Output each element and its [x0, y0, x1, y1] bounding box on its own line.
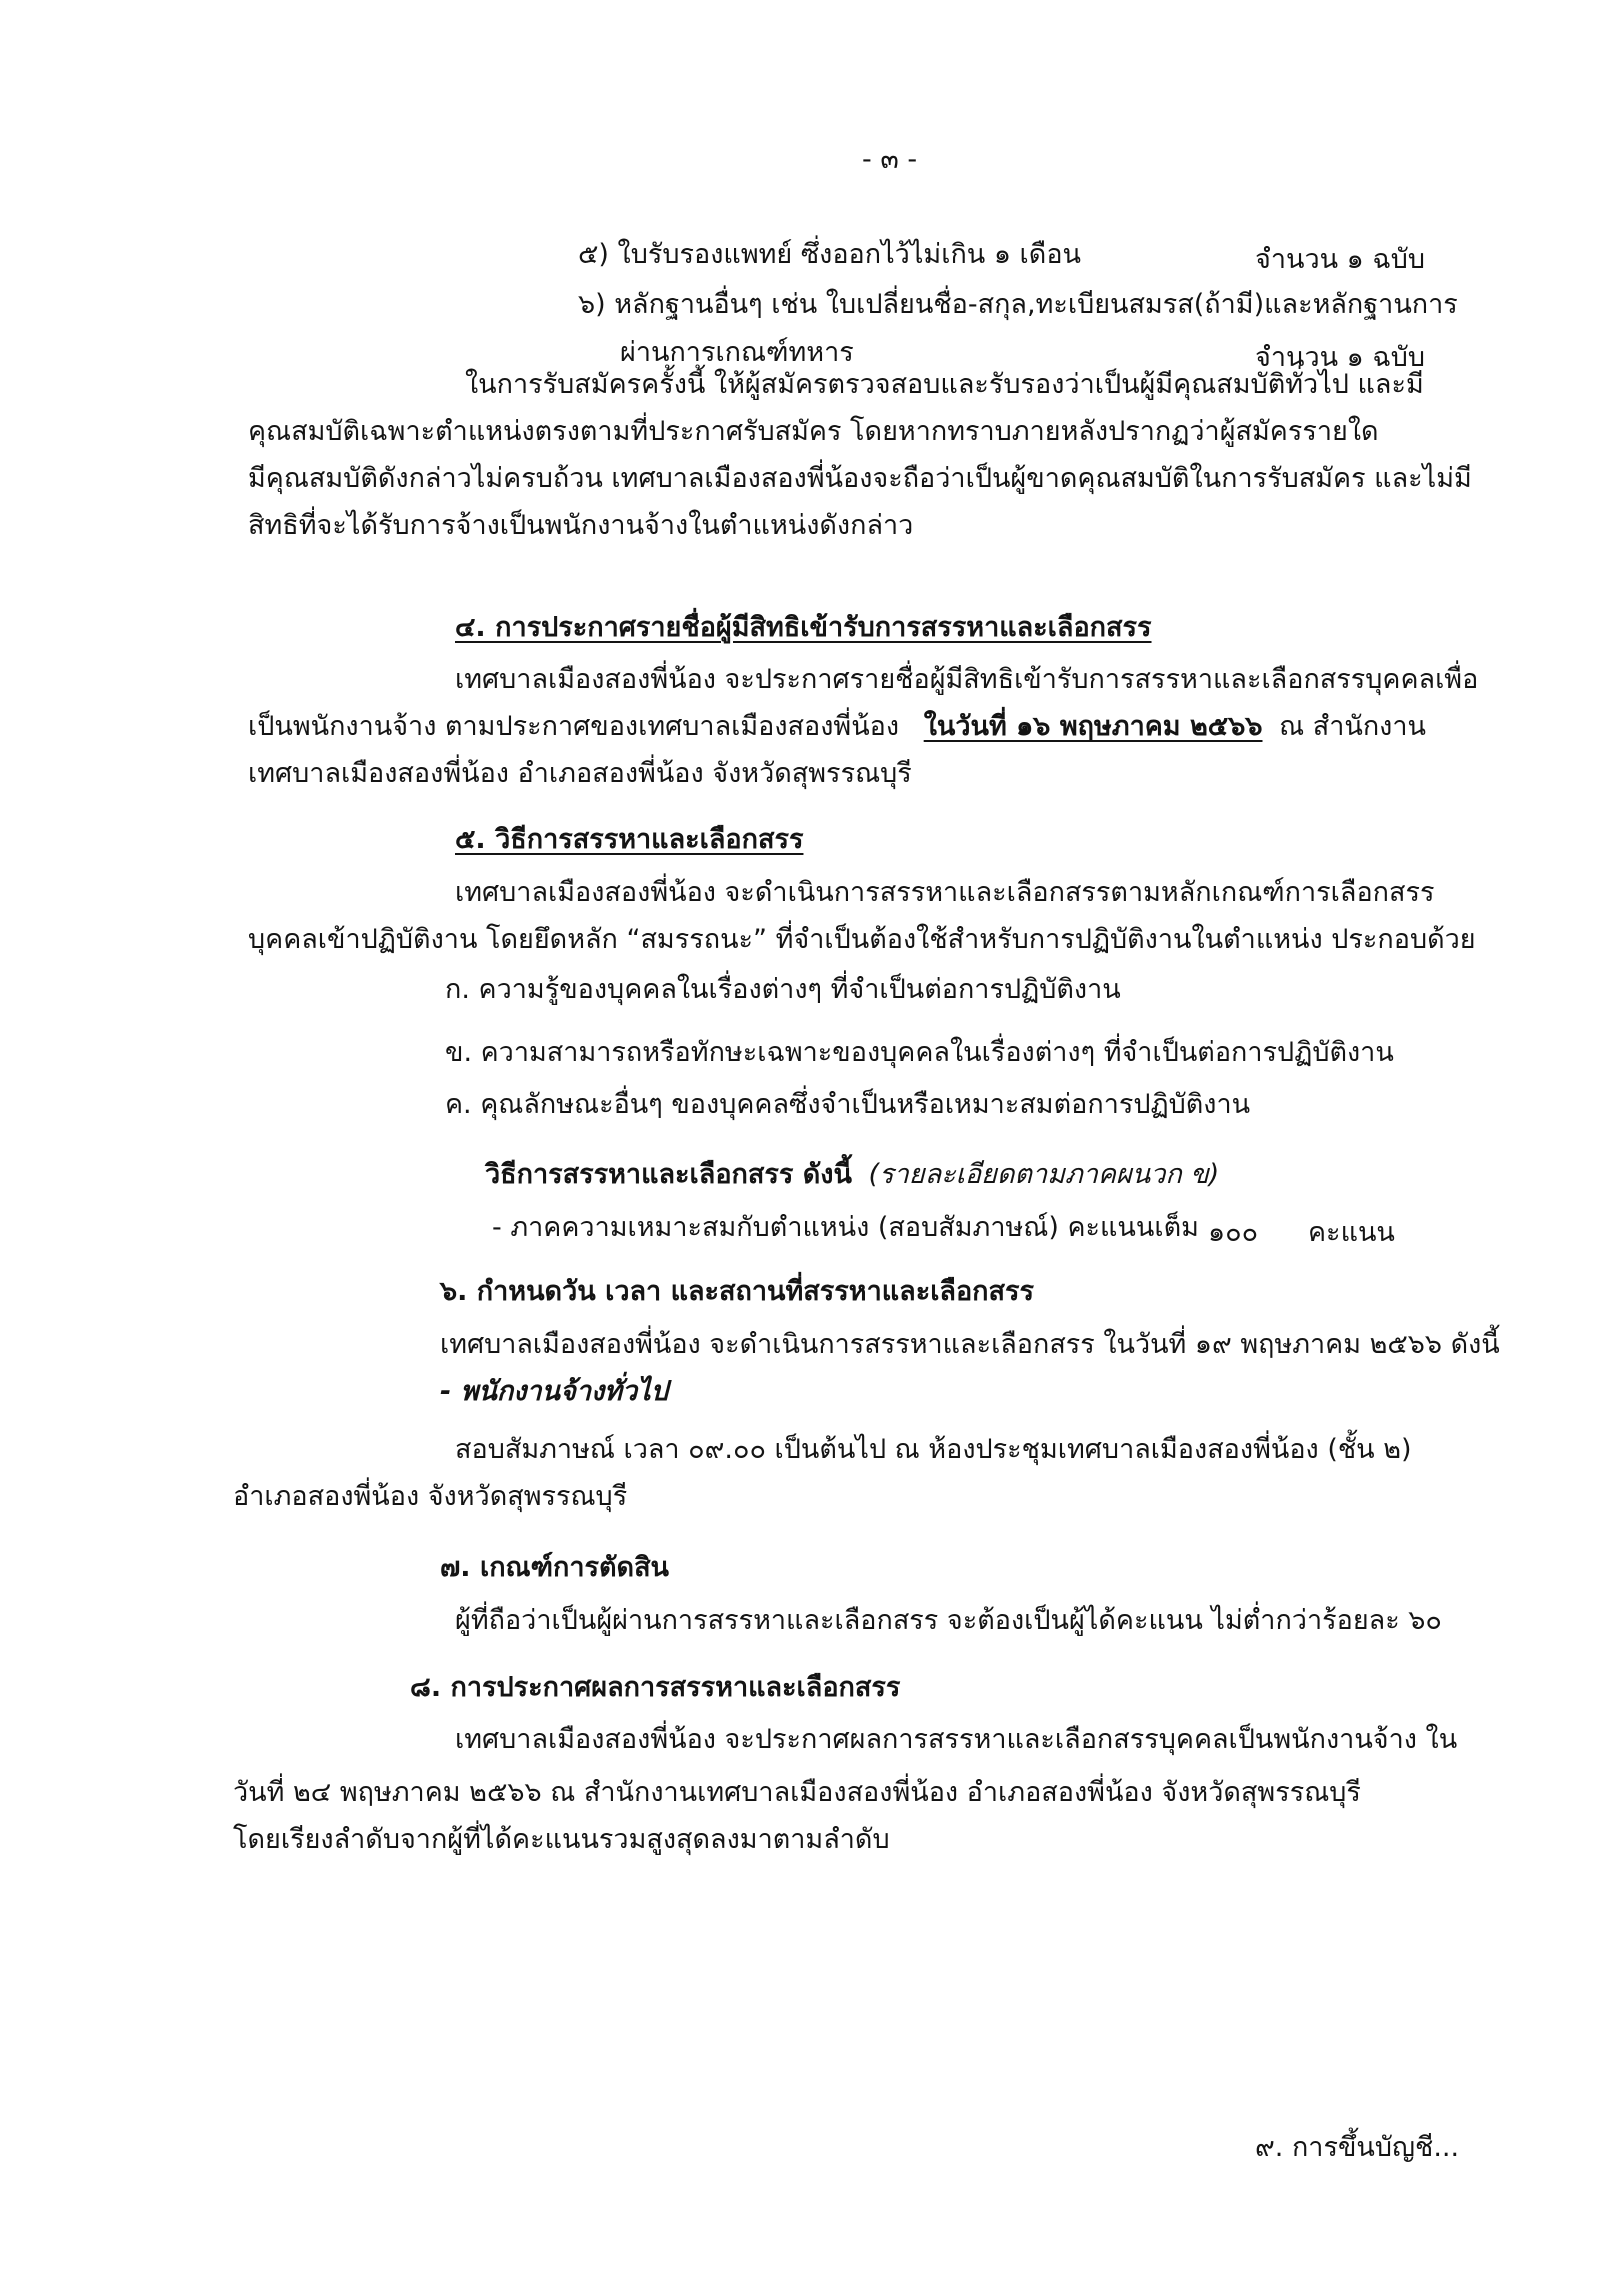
- item-other-evidence-cont: ผ่านการเกณฑ์ทหาร: [620, 337, 854, 368]
- method-heading-text: วิธีการสรรหาและเลือกสรร ดังนี้: [485, 1159, 852, 1190]
- method-heading: [485, 1155, 1219, 1195]
- para-qualify-line: สิทธิที่จะได้รับการจ้างเป็นพนักงานจ้างในตำแหน่งดังกล่าว: [248, 510, 914, 541]
- section-6-line: อำเภอสองพี่น้อง จังหวัดสุพรรณบุรี: [233, 1481, 628, 1512]
- para-qualify-line: มีคุณสมบัติดังกล่าวไม่ครบถ้วน เทศบาลเมืองสองพี่น้องจะถือว่าเป็นผู้ขาดคุณสมบัติในการรับสมัคร และไม่มี: [248, 463, 1472, 494]
- section-7-heading: ๗. เกณฑ์การตัดสิน: [440, 1552, 670, 1583]
- section-5-line: บุคคลเข้าปฏิบัติงาน โดยยึดหลัก “สมรรถนะ” ที่จำเป็นต้องใช้สำหรับการปฏิบัติงานในตำแหน่ง ประกอบด้วย: [248, 924, 1476, 955]
- competency-item-c: ค. คุณลักษณะอื่นๆ ของบุคคลซึ่งจำเป็นหรือเหมาะสมต่อการปฏิบัติงาน: [445, 1089, 1251, 1120]
- item-other-evidence-qty: จำนวน ๑ ฉบับ: [1255, 342, 1426, 373]
- item-medical-certificate: ๕) ใบรับรองแพทย์ ซึ่งออกไว้ไม่เกิน ๑ เดือน: [578, 239, 1081, 270]
- section-4-line: [248, 707, 1426, 747]
- section-4-line: เทศบาลเมืองสองพี่น้อง อำเภอสองพี่น้อง จังหวัดสุพรรณบุรี: [248, 758, 912, 789]
- page-number: - ๓ -: [862, 144, 918, 175]
- competency-item-a: ก. ความรู้ของบุคคลในเรื่องต่างๆ ที่จำเป็นต่อการปฏิบัติงาน: [445, 974, 1121, 1005]
- method-score: ๑๐๐: [1208, 1217, 1259, 1248]
- section-5-line: เทศบาลเมืองสองพี่น้อง จะดำเนินการสรรหาและเลือกสรรตามหลักเกณฑ์การเลือกสรร: [455, 877, 1435, 908]
- section-4-line-post: ณ สำนักงาน: [1279, 711, 1426, 742]
- section-6-line: สอบสัมภาษณ์ เวลา ๐๙.๐๐ เป็นต้นไป ณ ห้องประชุมเทศบาลเมืองสองพี่น้อง (ชั้น ๒): [455, 1434, 1412, 1465]
- method-heading-note: (รายละเอียดตามภาคผนวก ข): [868, 1159, 1220, 1190]
- section-8-line: โดยเรียงลำดับจากผู้ที่ได้คะแนนรวมสูงสุดลงมาตามลำดับ: [233, 1824, 890, 1855]
- announce-date: ในวันที่ ๑๖ พฤษภาคม ๒๕๖๖: [923, 711, 1263, 742]
- section-8-heading: ๘. การประกาศผลการสรรหาและเลือกสรร: [410, 1672, 901, 1703]
- para-qualify-line: คุณสมบัติเฉพาะตำแหน่งตรงตามที่ประกาศรับสมัคร โดยหากทราบภายหลังปรากฏว่าผู้สมัครรายใด: [248, 416, 1379, 447]
- item-other-evidence: ๖) หลักฐานอื่นๆ เช่น ใบเปลี่ยนชื่อ-สกุล,ทะเบียนสมรส(ถ้ามี)และหลักฐานการ: [578, 289, 1458, 320]
- section-6-line: เทศบาลเมืองสองพี่น้อง จะดำเนินการสรรหาและเลือกสรร ในวันที่ ๑๙ พฤษภาคม ๒๕๖๖ ดังนี้: [440, 1329, 1500, 1360]
- section-6-heading: ๖. กำหนดวัน เวลา และสถานที่สรรหาและเลือกสรร: [440, 1276, 1035, 1307]
- section-8-line: วันที่ ๒๔ พฤษภาคม ๒๕๖๖ ณ สำนักงานเทศบาลเมืองสองพี่น้อง อำเภอสองพี่น้อง จังหวัดสุพรรณบุรี: [233, 1777, 1361, 1808]
- continuation-note: ๙. การขึ้นบัญชี...: [1255, 2132, 1460, 2163]
- section-5-heading: ๕. วิธีการสรรหาและเลือกสรร: [455, 824, 804, 855]
- section-7-line: ผู้ที่ถือว่าเป็นผู้ผ่านการสรรหาและเลือกสรร จะต้องเป็นผู้ได้คะแนน ไม่ต่ำกว่าร้อยละ ๖๐: [455, 1605, 1442, 1636]
- section-4-line: เทศบาลเมืองสองพี่น้อง จะประกาศรายชื่อผู้มีสิทธิเข้ารับการสรรหาและเลือกสรรบุคคลเพื่อ: [455, 664, 1479, 695]
- method-item: - ภาคความเหมาะสมกับตำแหน่ง (สอบสัมภาษณ์) คะแนนเต็ม: [492, 1212, 1199, 1243]
- para-qualify-line: ในการรับสมัครครั้งนี้ ให้ผู้สมัครตรวจสอบและรับรองว่าเป็นผู้มีคุณสมบัติทั่วไป และมี: [465, 369, 1424, 400]
- method-unit: คะแนน: [1308, 1217, 1395, 1248]
- item-medical-certificate-qty: จำนวน ๑ ฉบับ: [1255, 244, 1426, 275]
- section-4-line-pre: เป็นพนักงานจ้าง ตามประกาศของเทศบาลเมืองสองพี่น้อง: [248, 711, 900, 742]
- section-8-line: เทศบาลเมืองสองพี่น้อง จะประกาศผลการสรรหาและเลือกสรรบุคคลเป็นพนักงานจ้าง ใน: [455, 1724, 1458, 1755]
- section-4-heading: ๔. การประกาศรายชื่อผู้มีสิทธิเข้ารับการสรรหาและเลือกสรร: [455, 612, 1152, 643]
- competency-item-b: ข. ความสามารถหรือทักษะเฉพาะของบุคคลในเรื่องต่างๆ ที่จำเป็นต่อการปฏิบัติงาน: [445, 1037, 1394, 1068]
- section-6-subheading: - พนักงานจ้างทั่วไป: [440, 1376, 668, 1407]
